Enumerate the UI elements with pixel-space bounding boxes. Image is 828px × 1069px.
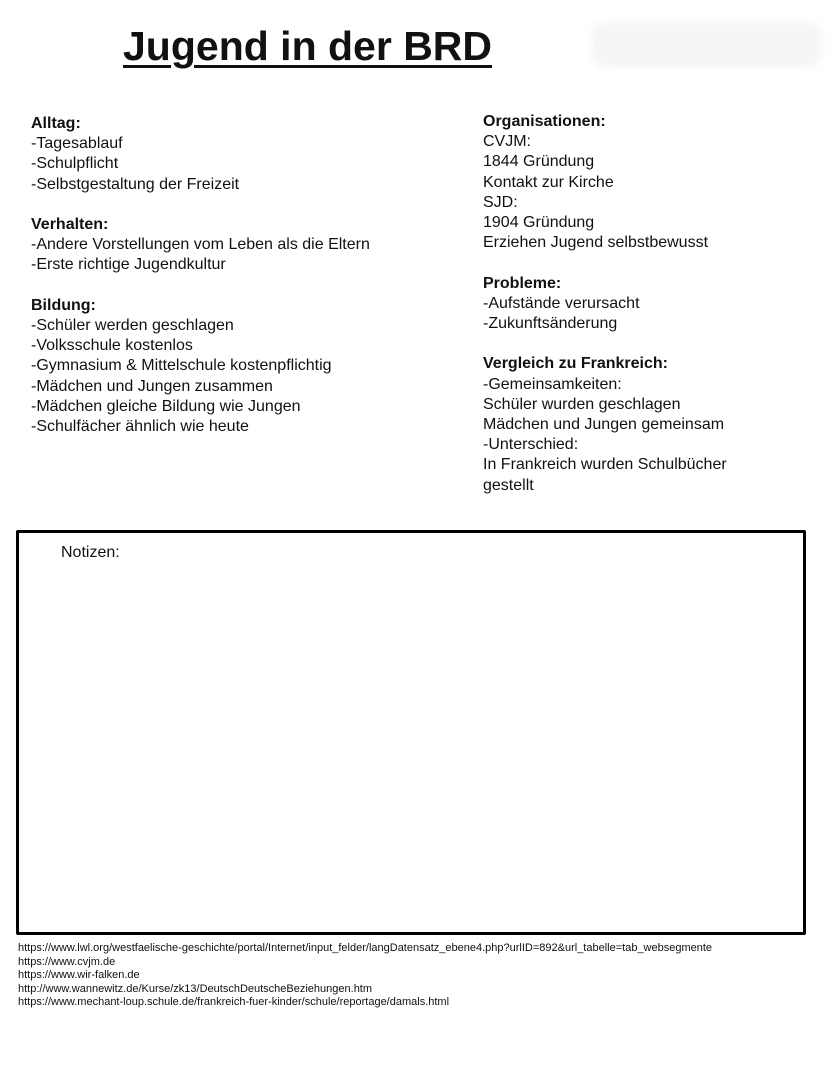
source-link[interactable]: https://www.lwl.org/westfaelische-geschichte/portal/Internet/input_felder/langDatensatz_ebene4.php?urlID=892&url_tabelle=tab_websegmente xyxy=(18,942,713,954)
list-item: CVJM: xyxy=(483,133,531,151)
list-item: 1844 Gründung xyxy=(483,153,595,171)
list-item: In Frankreich wurden Schulbücher xyxy=(483,456,727,474)
section-alltag xyxy=(31,114,451,195)
list-item: -Volksschule kostenlos xyxy=(31,337,193,355)
page-title: Jugend in der BRD xyxy=(123,23,493,69)
list-item: Mädchen und Jungen gemeinsam xyxy=(483,416,725,434)
list-item: -Erste richtige Jugendkultur xyxy=(31,256,226,274)
list-item: -Schulpflicht xyxy=(31,155,119,173)
section-heading: Verhalten: xyxy=(31,216,109,233)
list-item: -Tagesablauf xyxy=(31,135,123,153)
list-item: -Schüler werden geschlagen xyxy=(31,317,234,334)
notes-box[interactable] xyxy=(16,530,806,935)
list-item: -Schulfächer ähnlich wie heute xyxy=(31,418,249,436)
list-item: 1904 Gründung xyxy=(483,214,595,232)
list-item: -Andere Vorstellungen vom Leben als die Eltern xyxy=(31,236,370,254)
list-item: -Mädchen und Jungen zusammen xyxy=(31,377,273,395)
sources-list xyxy=(18,942,823,1010)
section-heading: Vergleich zu Frankreich: xyxy=(483,355,668,373)
list-item: Schüler wurden geschlagen xyxy=(483,395,681,413)
notes-label: Notizen: xyxy=(61,544,120,561)
section-vergleich xyxy=(483,354,813,495)
list-item: Kontakt zur Kirche xyxy=(483,173,614,191)
list-item: -Gemeinsamkeiten: xyxy=(483,375,622,393)
section-probleme xyxy=(483,274,813,335)
list-item: -Zukunftsänderung xyxy=(483,315,618,333)
section-organisationen xyxy=(483,112,813,253)
section-verhalten xyxy=(31,215,451,276)
section-heading: Probleme: xyxy=(483,274,562,292)
list-item: -Unterschied: xyxy=(483,436,579,454)
section-heading: Alltag: xyxy=(31,115,81,132)
section-heading: Bildung: xyxy=(31,296,96,314)
list-item: -Mädchen gleiche Bildung wie Jungen xyxy=(31,397,301,415)
source-link[interactable]: https://www.mechant-loup.schule.de/frankreich-fuer-kinder/schule/reportage/damals.html xyxy=(18,996,450,1008)
blurred-name-area xyxy=(592,22,822,68)
source-link[interactable]: https://www.cvjm.de xyxy=(18,955,116,968)
list-item: -Aufstände verursacht xyxy=(483,294,640,312)
section-heading: Organisationen: xyxy=(483,113,606,130)
right-column xyxy=(483,112,813,516)
list-item: gestellt xyxy=(483,476,534,494)
list-item: -Gymnasium & Mittelschule kostenpflichtig xyxy=(31,357,332,375)
left-column xyxy=(31,114,451,457)
source-link[interactable]: http://www.wannewitz.de/Kurse/zk13/DeutschDeutscheBeziehungen.htm xyxy=(18,982,373,995)
list-item: Erziehen Jugend selbstbewusst xyxy=(483,234,709,252)
list-item: -Selbstgestaltung der Freizeit xyxy=(31,175,240,193)
list-item: SJD: xyxy=(483,193,518,211)
source-link[interactable]: https://www.wir-falken.de xyxy=(18,969,140,981)
section-bildung xyxy=(31,296,451,437)
